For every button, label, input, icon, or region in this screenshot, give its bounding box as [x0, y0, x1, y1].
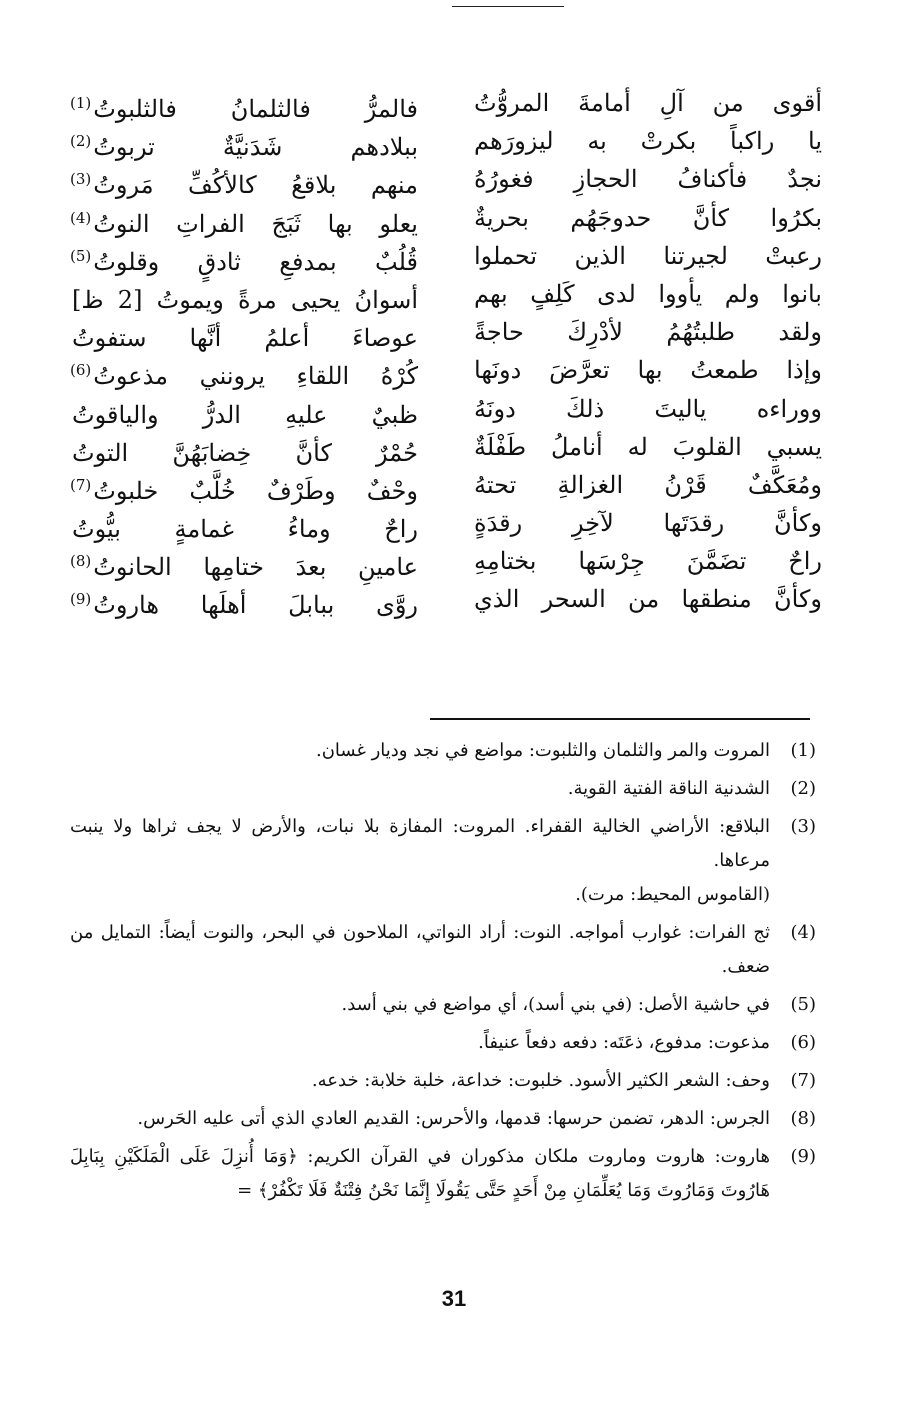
footnote-ref: (2) — [70, 132, 92, 151]
footnote — [70, 988, 816, 1022]
second-hemistich: ظبيٌ عليهِ الدرُّ والياقوتُ — [72, 400, 418, 429]
footnote — [70, 1026, 816, 1060]
second-hemistich: منهم بلاقعُ كالأكُفِّ مَروتُ$^{(3)}$ — [70, 170, 418, 200]
footnote-text: البلاقع: الأراضي الخالية القفراء. المروت: المفازة بلا نبات، والأرض لا يجف ثراها ولا ينبت مرعاها. — [70, 816, 770, 871]
verse-row — [70, 275, 822, 313]
verse-row — [70, 542, 822, 580]
second-hemistich: عوصاءَ أعلمُ أنَّها ستفوتُ — [72, 324, 418, 353]
footnote-text: الشدنية الناقة الفتية القوية. — [567, 778, 770, 799]
footnote — [70, 734, 816, 768]
footnote-text: في حاشية الأصل: (في بني أسد)، أي مواضع في بني أسد. — [341, 994, 770, 1015]
footnote-number: (5) — [790, 994, 816, 1015]
footnote-ref: (1) — [70, 94, 92, 112]
verse-row — [70, 351, 822, 389]
footnote — [70, 1102, 816, 1136]
footnote-ref: (8) — [70, 552, 92, 571]
footnote-text: ثج الفرات: غوارب أمواجه. النوت: أراد النواتي، الملاحون في البحر، والنوت أيضاً: التمايل من ضعف. — [70, 922, 770, 977]
footnote-text: مذعوت: مدفوع، ذعَتَه: دفعه دفعاً عنيفاً. — [478, 1032, 770, 1053]
second-hemistich: روَّى ببابلَ أهلَها هاروتُ$^{(9)}$ — [70, 590, 418, 620]
verse-row — [70, 466, 822, 504]
top-rule — [452, 6, 564, 7]
second-hemistich: عامينِ بعدَ ختامِها الحانوتُ$^{(8)}$ — [70, 552, 418, 582]
footnote-ref: (6) — [70, 361, 92, 380]
footnote-number: (1) — [790, 740, 816, 761]
verse-row — [70, 580, 822, 618]
second-hemistich: كُرْهُ اللقاءِ يرونني مذعوتُ$^{(6)}$ — [70, 361, 418, 391]
footnote-number: (8) — [790, 1108, 816, 1129]
footnote — [70, 1064, 816, 1098]
first-hemistich: وإذا طمعتُ بها تعرَّضَ دونَها — [474, 356, 822, 385]
first-hemistich: أقوى من آلِ أمامةَ المروُّتُ — [474, 89, 822, 117]
footnote-text: (القاموس المحيط: مرت). — [575, 884, 770, 905]
footnote-ref: (9) — [70, 590, 92, 609]
second-hemistich: قُلُبٌ بمدفعِ ثادقٍ وقلوتُ$^{(5)}$ — [70, 246, 418, 276]
second-hemistich: يعلو بها ثَبَجَ الفراتِ النوتُ$^{(4)}$ — [70, 208, 418, 238]
verse-row — [70, 122, 822, 160]
footnote — [70, 810, 816, 912]
footnote-number: (3) — [790, 816, 816, 837]
footnote-ref: (7) — [70, 475, 92, 494]
footnote-text: وحف: الشعر الكثير الأسود. خلبوت: خداعة، خلبة خلابة: خدعه. — [311, 1070, 770, 1091]
footnote-text: المروت والمر والثلمان والثلبوت: مواضع في نجد وديار غسان. — [315, 740, 770, 761]
footnote-number: (2) — [790, 778, 816, 799]
first-hemistich: بكرُوا كأنَّ حدوجَهُم بحريةٌ — [474, 203, 822, 232]
footnote-text: الجرس: الدهر، تضمن حرسها: قدمها، والأحرس: القديم العادي الذي أتى عليه الحَرس. — [137, 1108, 770, 1129]
page-number: 31 — [441, 1286, 467, 1311]
verse-row — [70, 313, 822, 351]
footnotes-separator — [430, 718, 810, 720]
second-hemistich: راحٌ وماءُ غمامةٍ بيُّوتُ — [72, 515, 418, 544]
second-hemistich: أسوانُ يحيى مرةً ويموتُ [2 ظ] — [72, 285, 418, 314]
footnote-number: (7) — [790, 1070, 816, 1091]
second-hemistich: ببلادهم شَدَنيَّةٌ تربوتُ$^{(2)}$ — [70, 132, 418, 162]
poem — [70, 84, 822, 619]
footnote-number: (6) — [790, 1032, 816, 1053]
verse-row — [70, 237, 822, 275]
verse-row — [70, 504, 822, 542]
verse-row — [70, 390, 822, 428]
first-hemistich: وكأنَّ رقدَتَها لآخِرِ رقدَةٍ — [474, 509, 822, 538]
second-hemistich: وحْفٌ وطَرْفٌ خُلَّبٌ خلبوتُ$^{(7)}$ — [70, 475, 418, 505]
first-hemistich: ووراءه ياليتَ ذلكَ دونَهُ — [474, 394, 822, 423]
footnote-ref: (3) — [70, 170, 92, 189]
second-hemistich: فالمرُّ فالثلمانُ فالثلبوتُ$^{(1)}$ — [70, 94, 418, 123]
first-hemistich: ولقد طلبتُهُمُ لأدْرِكَ حاجةً — [474, 318, 822, 347]
verse-row — [70, 199, 822, 237]
verse-row — [70, 160, 822, 198]
footnote-text: هاروت: هاروت وماروت ملكان مذكوران في القرآن الكريم: ﴿وَمَا أُنزِلَ عَلَى الْمَلَكَيْنِ بِبَابِلَ هَارُوتَ وَمَارُوتَ وَمَا يُعَلِّمَانِ مِنْ أَحَدٍ حَتَّى يَقُولَا إِنَّمَا نَحْنُ فِتْنَةٌ فَلَا تَكْفُرْ﴾ = — [70, 1146, 770, 1201]
first-hemistich: وكأنَّ منطقها من السحر الذي — [474, 585, 822, 614]
footnote — [70, 916, 816, 984]
first-hemistich: رعبتْ لجيرتنا الذين تحملوا — [474, 241, 822, 270]
first-hemistich: يا راكباً بكرتْ به ليزورَهم — [474, 127, 822, 156]
verse-row — [70, 428, 822, 466]
footnote — [70, 772, 816, 806]
footnote-ref: (4) — [70, 208, 92, 227]
first-hemistich: راحٌ تضَمَّنَ جِرْسَها بختامِهِ — [474, 547, 822, 576]
first-hemistich: يسبي القلوبَ له أناملُ طَفْلَةٌ — [474, 432, 822, 461]
footnotes — [70, 734, 816, 1212]
footnote-number: (9) — [790, 1146, 816, 1167]
first-hemistich: ومُعَكَّفٌ قَرْنُ الغزالةِ تحتهُ — [474, 470, 822, 499]
footnote-number: (4) — [790, 922, 816, 943]
verse-row — [70, 84, 822, 122]
footnote-ref: (5) — [70, 246, 92, 265]
first-hemistich: بانوا ولم يأووا لدى كَلِفٍ بهم — [474, 279, 822, 308]
second-hemistich: حُمْرٌ كأنَّ خِضابَهُنَّ التوتُ — [72, 438, 418, 467]
footnote — [70, 1140, 816, 1208]
first-hemistich: نجدٌ فأكنافُ الحجازِ فغورُهُ — [474, 165, 822, 194]
